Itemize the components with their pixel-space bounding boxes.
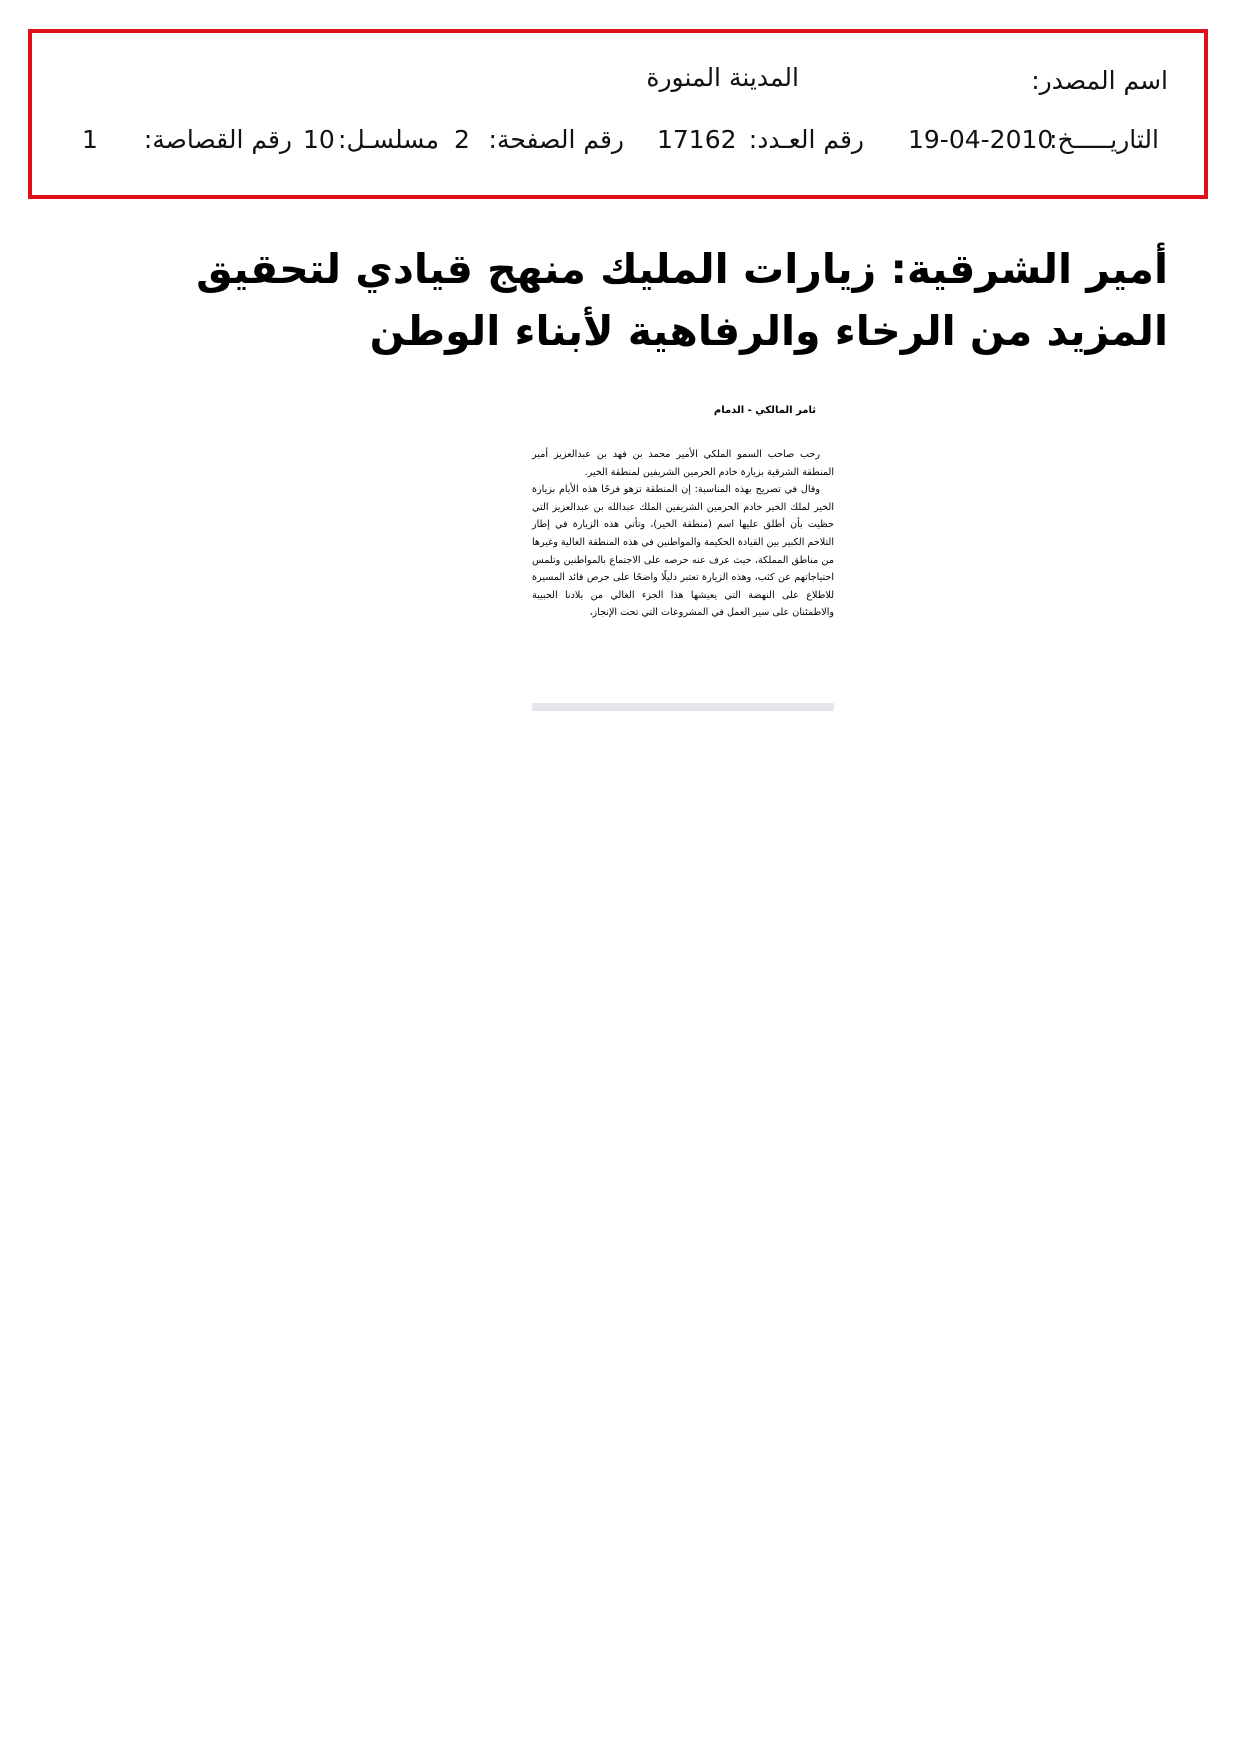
article-paragraph-2: وقال في تصريح بهذه المناسبة: إن المنطقة تزهو فرحًا هذه الأيام بزيارة الخير لملك الخير خادم الحرمين الشريفين الملك عبدالله بن عبدالعزيز التي حظيت بأن أطلق عليها اسم (منطقة الخير)، وتأتي هذه الزيارة في إطار التلاحم الكبير بين القيادة الحكيمة والمواطنين في هذه المنطقة الغالية وغيرها من مناطق المملكة، حيث عرف عنه حرصه على الاجتماع بالمواطنين وتلمس احتياجاتهم عن كثب، وهذه الزيارة تعتبر دليلًا واضحًا على حرص قائد المسيرة للاطلاع على النهضة التي يعيشها هذا الجزء الغالي من بلادنا الحبيبة والاطمئنان على سير العمل في المشروعات التي تحت الإنجاز، <box>532 484 834 619</box>
page-value: 2 <box>454 125 470 154</box>
clip-label: رقم القصاصة: <box>143 125 292 154</box>
clip-value: 1 <box>82 125 98 154</box>
source-value: المدينة المنورة <box>646 63 799 92</box>
issue-label: رقم العـدد: <box>748 125 864 154</box>
date-value: 19-04-2010 <box>908 125 1054 154</box>
newspaper-clipping <box>532 405 834 715</box>
serial-value: 10 <box>303 125 335 154</box>
article-headline: أمير الشرقية: زيارات المليك منهج قيادي لتحقيق المزيد من الرخاء والرفاهية لأبناء الوطن <box>196 245 1168 355</box>
issue-value: 17162 <box>657 125 737 154</box>
page-label: رقم الصفحة: <box>488 125 624 154</box>
source-label: اسم المصدر: <box>1031 66 1168 95</box>
article-paragraph-1: رحب صاحب السمو الملكي الأمير محمد بن فهد بن عبدالعزيز أمير المنطقة الشرقية بزيارة خادم الحرمين الشريفين لمنطقة الخير. <box>532 449 834 478</box>
serial-label: مسلسـل: <box>338 125 439 154</box>
date-label: التاريـــــخ: <box>1049 125 1159 154</box>
clipping-bottom-edge <box>532 703 834 711</box>
article-body <box>532 446 834 622</box>
article-byline: ثامر المالكي - الدمام <box>713 405 816 416</box>
metadata-box <box>28 29 1208 199</box>
